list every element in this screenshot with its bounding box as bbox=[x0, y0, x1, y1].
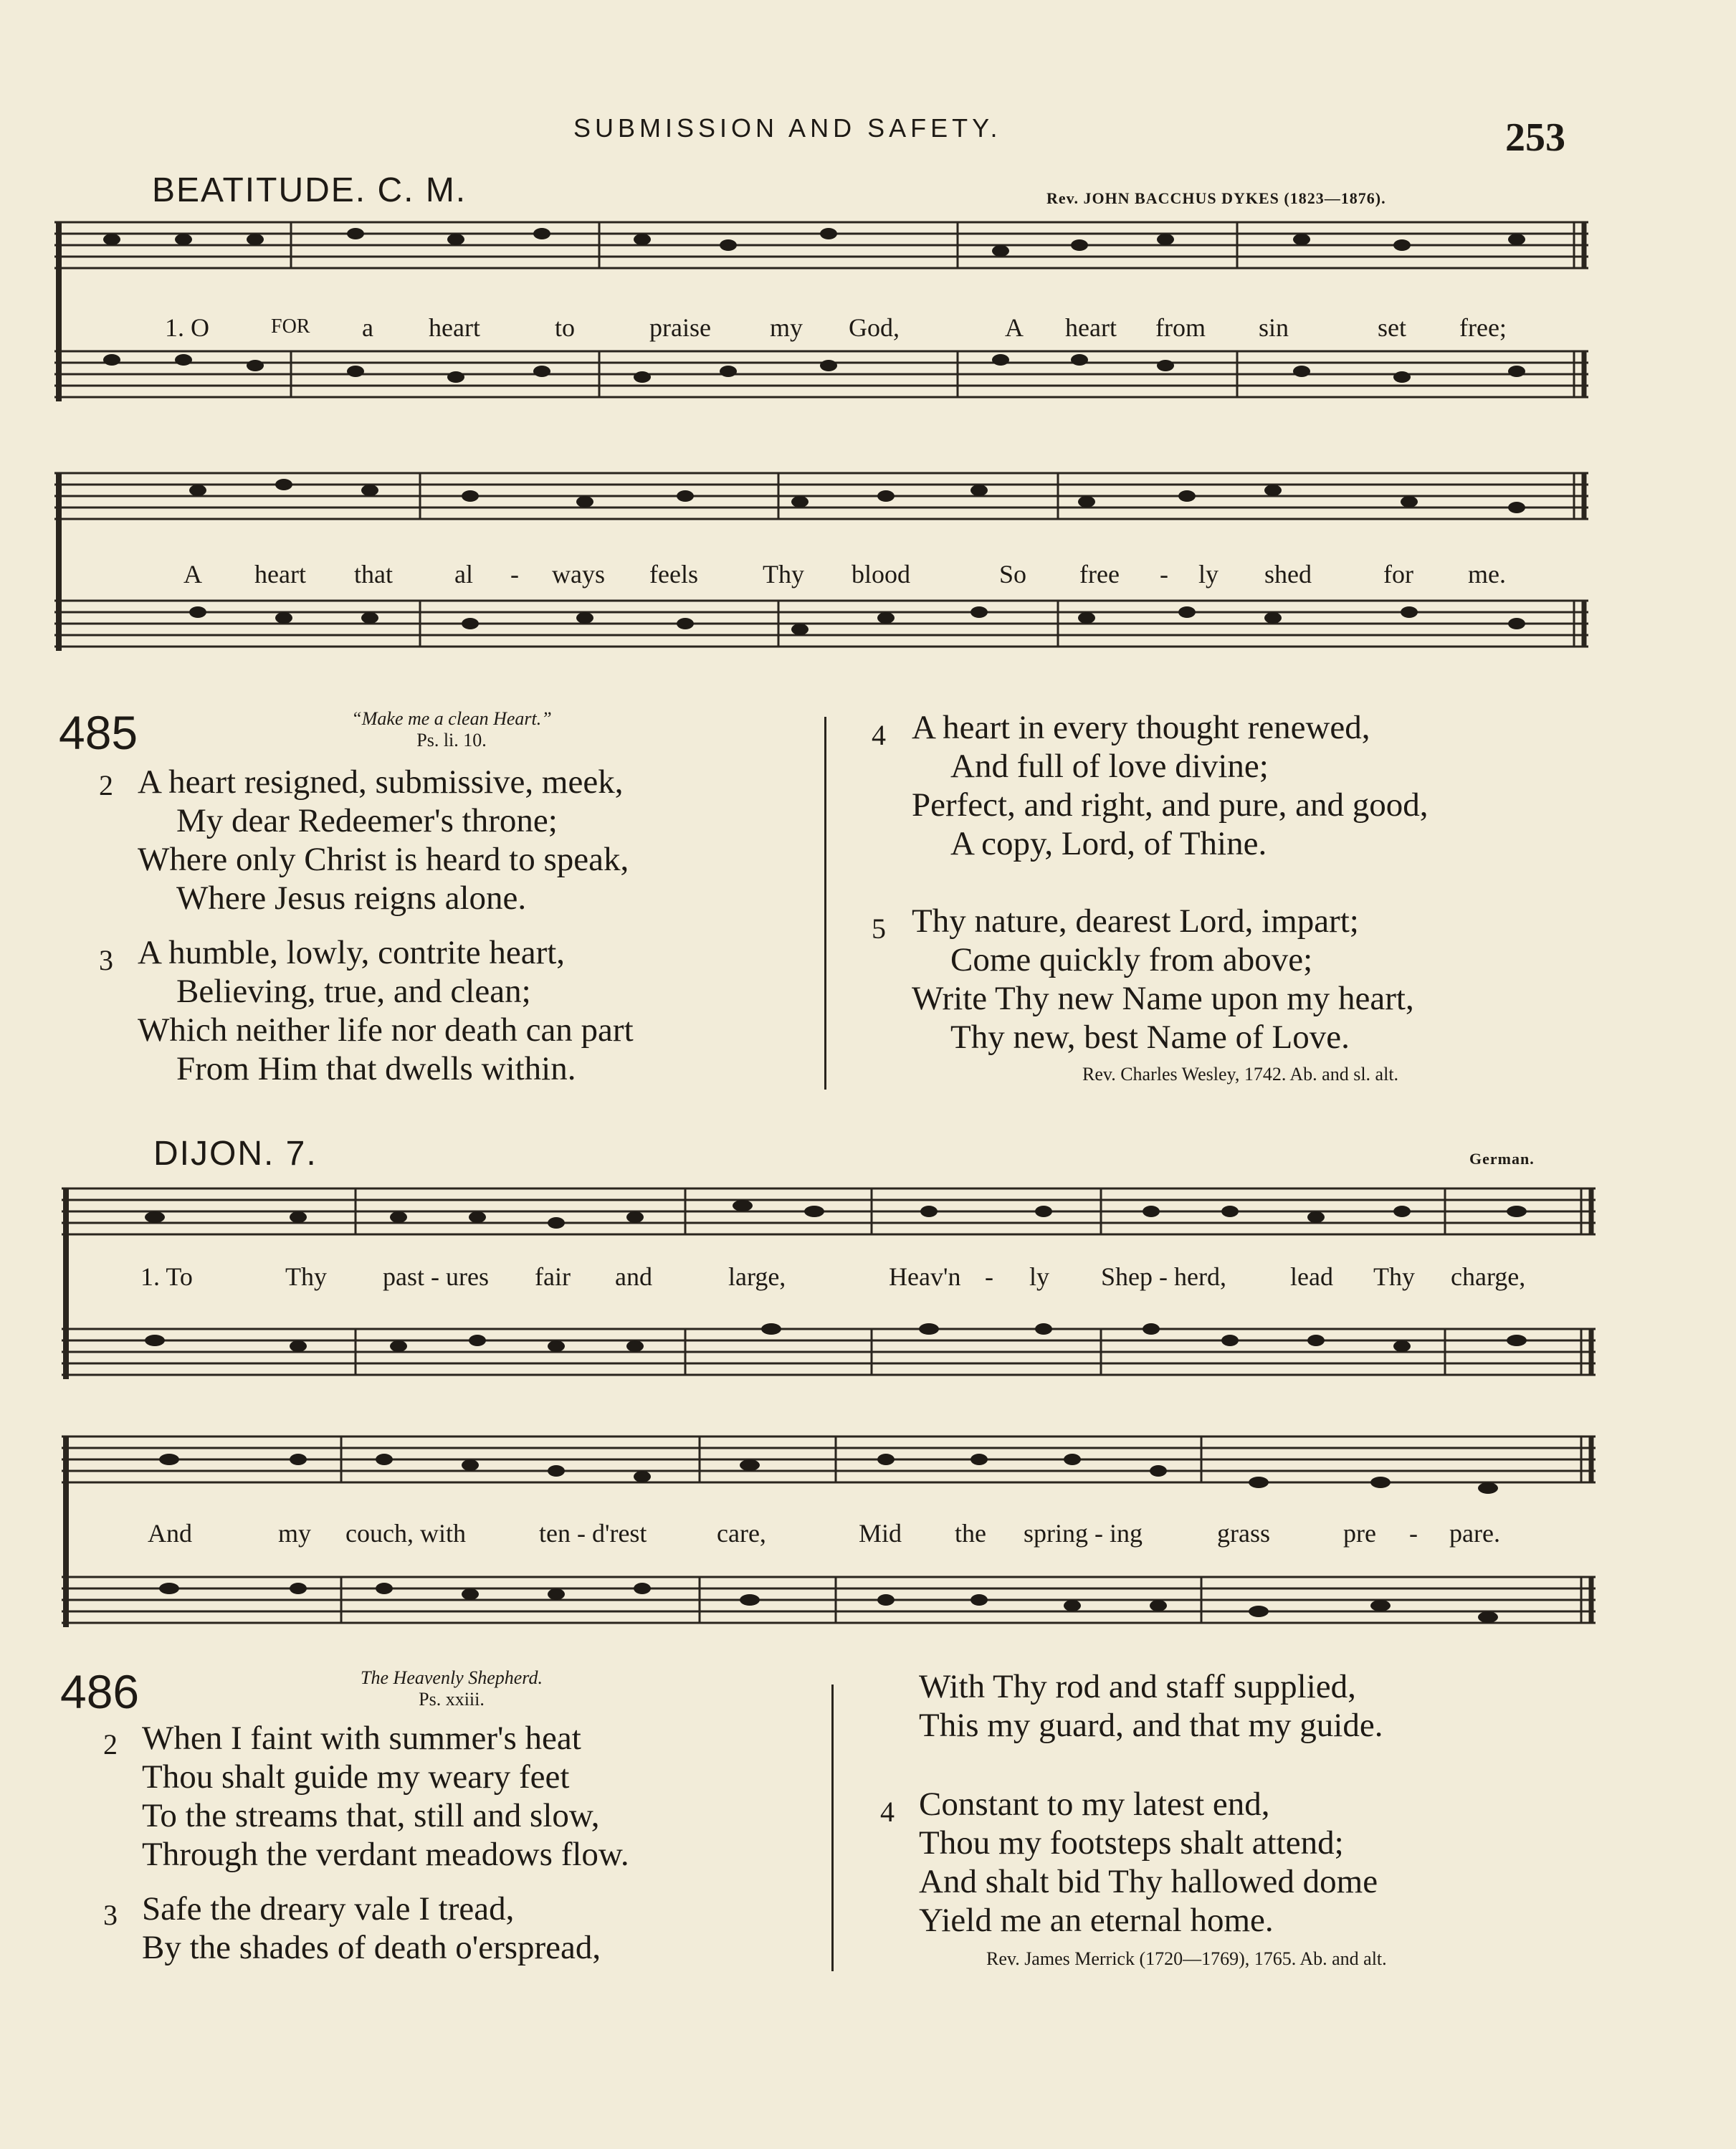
verse-line: Thou my footsteps shalt attend; bbox=[919, 1824, 1344, 1862]
verse-line: My dear Redeemer's throne; bbox=[176, 802, 558, 839]
lyric-word: past - ures bbox=[383, 1262, 489, 1291]
verse-number: 4 bbox=[872, 719, 886, 751]
verse-line: Where only Christ is heard to speak, bbox=[138, 841, 629, 878]
lyric-word: couch, with bbox=[345, 1519, 466, 1548]
lyric-word: - bbox=[510, 560, 519, 589]
lyric-word: And bbox=[148, 1519, 192, 1548]
verse-line: With Thy rod and staff supplied, bbox=[919, 1668, 1356, 1705]
verse-line: Yield me an eternal home. bbox=[919, 1902, 1274, 1939]
column-divider bbox=[824, 717, 826, 1090]
lyric-word: A bbox=[183, 560, 202, 589]
verse-number: 2 bbox=[99, 769, 113, 801]
lyric-word: Thy bbox=[763, 560, 804, 589]
verse-number: 2 bbox=[103, 1728, 118, 1760]
verse-line: To the streams that, still and slow, bbox=[142, 1797, 600, 1834]
lyric-word: - bbox=[1160, 560, 1168, 589]
lyric-word: lead bbox=[1290, 1262, 1333, 1291]
lyric-word: that bbox=[354, 560, 393, 589]
composer: German. bbox=[1469, 1150, 1535, 1168]
lyric-word: fair bbox=[535, 1262, 571, 1291]
verse-line: Believing, true, and clean; bbox=[176, 973, 531, 1010]
verse-line: Thou shalt guide my weary feet bbox=[142, 1758, 570, 1796]
verse-line: Perfect, and right, and pure, and good, bbox=[912, 786, 1429, 824]
verse-line: A humble, lowly, contrite heart, bbox=[138, 934, 566, 971]
lyric-word: ten - d'rest bbox=[539, 1519, 647, 1548]
note-heads bbox=[103, 228, 1525, 635]
lyric-word: ly bbox=[1198, 560, 1219, 589]
verse-line: Where Jesus reigns alone. bbox=[176, 880, 527, 917]
verse-line: Safe the dreary vale I tread, bbox=[142, 1890, 515, 1928]
hymn-credit: Rev. James Merrick (1720—1769), 1765. Ab. and alt. bbox=[986, 1948, 1387, 1969]
verse-line: This my guard, and that my guide. bbox=[919, 1707, 1383, 1744]
verse-number: 5 bbox=[872, 913, 886, 945]
scripture-reference: Ps. xxiii. bbox=[419, 1689, 485, 1710]
lyric-word: from bbox=[1155, 313, 1206, 342]
verse-line: From Him that dwells within. bbox=[176, 1050, 576, 1087]
lyric-word: care, bbox=[717, 1519, 766, 1548]
lyric-word: Thy bbox=[285, 1262, 327, 1291]
lyric-word: heart bbox=[1065, 313, 1117, 342]
lyric-word: sin bbox=[1259, 313, 1289, 342]
lyric-word: my bbox=[770, 313, 803, 342]
verse-line: Which neither life nor death can part bbox=[138, 1011, 634, 1049]
lyric-word: me. bbox=[1468, 560, 1506, 589]
verse-line: Constant to my latest end, bbox=[919, 1786, 1270, 1823]
lyric-word: to bbox=[555, 313, 576, 342]
hymn-number: 486 bbox=[60, 1665, 140, 1718]
lyric-word: A bbox=[1005, 313, 1024, 342]
lyric-word: heart bbox=[254, 560, 306, 589]
running-head: SUBMISSION AND SAFETY. bbox=[573, 113, 1002, 143]
verse-line: Through the verdant meadows flow. bbox=[142, 1836, 629, 1873]
lyric-word: charge, bbox=[1451, 1262, 1526, 1291]
lyric-word: - bbox=[985, 1262, 993, 1291]
lyric-word: large, bbox=[728, 1262, 786, 1291]
hymn-number: 485 bbox=[59, 706, 138, 759]
hymn-subtitle: The Heavenly Shepherd. bbox=[361, 1667, 543, 1688]
lyric-word: Heav'n bbox=[889, 1262, 961, 1291]
lyric-word: FOR bbox=[271, 315, 310, 338]
verse-line: Thy nature, dearest Lord, impart; bbox=[912, 902, 1359, 940]
lyric-word: ly bbox=[1029, 1262, 1050, 1291]
lyric-word: for bbox=[1383, 560, 1413, 589]
lyric-word: blood bbox=[852, 560, 911, 589]
lyric-word: pre bbox=[1343, 1519, 1376, 1548]
verse-line: Write Thy new Name upon my heart, bbox=[912, 980, 1414, 1017]
lyric-word: free; bbox=[1459, 313, 1507, 342]
music-score bbox=[54, 1174, 1596, 1647]
lyric-word: free bbox=[1079, 560, 1120, 589]
page-number: 253 bbox=[1505, 115, 1565, 160]
verse-line: A heart in every thought renewed, bbox=[912, 709, 1370, 746]
lyric-word: 1. O bbox=[165, 313, 209, 342]
verse-line: When I faint with summer's heat bbox=[142, 1720, 581, 1757]
verse-line: A copy, Lord, of Thine. bbox=[950, 825, 1267, 862]
lyric-word: So bbox=[999, 560, 1027, 589]
lyric-word: pare. bbox=[1449, 1519, 1500, 1548]
lyric-word: shed bbox=[1264, 560, 1312, 589]
lyric-word: al bbox=[454, 560, 473, 589]
scripture-reference: Ps. li. 10. bbox=[416, 730, 487, 751]
lyric-word: spring - ing bbox=[1024, 1519, 1143, 1548]
lyric-word: Mid bbox=[859, 1519, 902, 1548]
lyric-word: set bbox=[1378, 313, 1406, 342]
hymn-subtitle: “Make me a clean Heart.” bbox=[351, 708, 552, 729]
lyric-word: Thy bbox=[1373, 1262, 1415, 1291]
tune-name: DIJON. 7. bbox=[153, 1135, 318, 1173]
lyric-word: heart bbox=[429, 313, 480, 342]
lyric-word: God, bbox=[849, 313, 900, 342]
verse-line: A heart resigned, submissive, meek, bbox=[138, 763, 624, 801]
verse-line: Thy new, best Name of Love. bbox=[950, 1019, 1350, 1056]
lyric-word: 1. To bbox=[140, 1262, 193, 1291]
verse-number: 3 bbox=[99, 944, 113, 976]
verse-line: And shalt bid Thy hallowed dome bbox=[919, 1863, 1378, 1900]
column-divider bbox=[831, 1685, 834, 1971]
hymn-credit: Rev. Charles Wesley, 1742. Ab. and sl. alt. bbox=[1082, 1064, 1399, 1085]
lyric-word: feels bbox=[649, 560, 698, 589]
lyric-word: and bbox=[615, 1262, 652, 1291]
lyric-word: grass bbox=[1217, 1519, 1270, 1548]
music-score bbox=[54, 208, 1596, 681]
lyric-word: a bbox=[362, 313, 373, 342]
verse-number: 4 bbox=[880, 1796, 895, 1828]
lyric-word: the bbox=[955, 1519, 986, 1548]
verse-line: Come quickly from above; bbox=[950, 941, 1313, 978]
tune-name: BEATITUDE. C. M. bbox=[152, 171, 467, 209]
lyric-word: Shep - herd, bbox=[1101, 1262, 1226, 1291]
lyric-word: - bbox=[1409, 1519, 1418, 1548]
verse-number: 3 bbox=[103, 1899, 118, 1931]
lyric-word: praise bbox=[649, 313, 711, 342]
verse-line: By the shades of death o'erspread, bbox=[142, 1929, 601, 1966]
verse-line: And full of love divine; bbox=[950, 748, 1269, 785]
staff-system-1 bbox=[54, 222, 1588, 401]
lyric-word: ways bbox=[552, 560, 605, 589]
lyric-word: my bbox=[278, 1519, 312, 1548]
composer: Rev. JOHN BACCHUS DYKES (1823—1876). bbox=[1046, 189, 1386, 207]
